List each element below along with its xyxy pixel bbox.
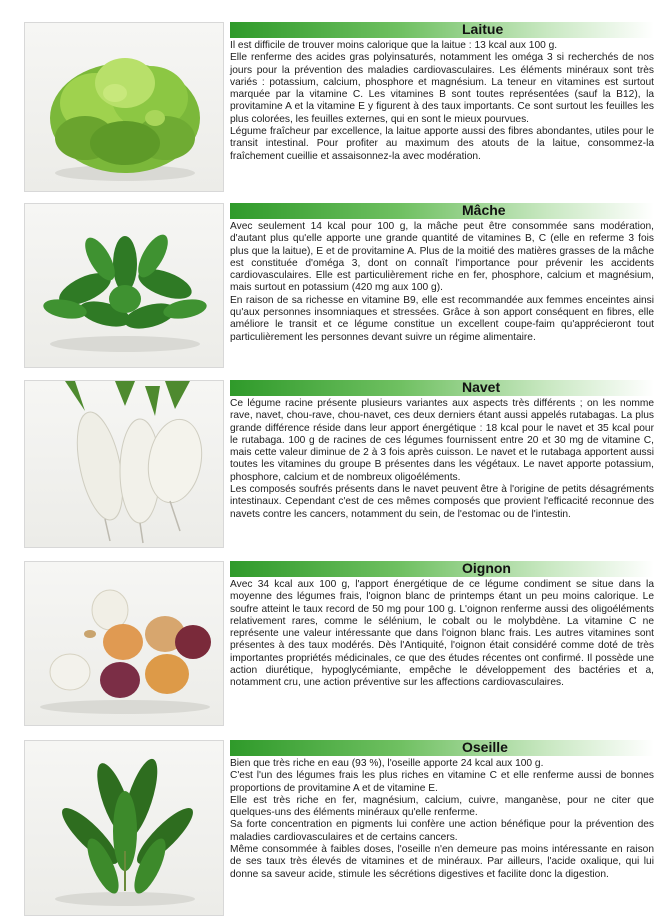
turnip-illustration — [25, 381, 223, 547]
paragraph: Ce légume racine présente plusieurs variantes aux aspects très différents ; on les nomme rave, navet, chou-rave, chou-navet, ces deux derniers étant aussi appelés rutabagas. La plus grande différence réside dans leur apport énergétique : 18 kcal pour le navet et 35 kcal pour le rutabaga. 100 g de racines de ces légumes fournissent entre 20 et 30 mg de vitamine C, mais cette valeur diminue de 2 à 3 fois après cuisson. Le navet et le rutabaga apportent aussi toutes les vitamines du groupe B présentes dans les végétaux. Le navet apporte potassium, phosphore, calcium et de nombreux oligoéléments. — [230, 398, 654, 483]
entry-title: Laitue — [462, 21, 504, 37]
lettuce-photo — [24, 22, 224, 192]
entry-navet — [0, 380, 666, 548]
paragraph: C'est l'un des légumes frais les plus riches en vitamine C et elle renferme aussi de bonnes proportions de provitamine A et de vitamine E. — [230, 770, 654, 794]
entry-title: Oignon — [462, 560, 511, 576]
title-bar — [230, 740, 654, 756]
paragraph: Bien que très riche en eau (93 %), l'oseille apporte 24 kcal aux 100 g. — [230, 758, 544, 769]
entry-body — [230, 221, 654, 344]
lambs-lettuce-photo — [24, 203, 224, 368]
entry-body — [230, 40, 654, 163]
entry-mache — [0, 203, 666, 368]
turnip-photo — [24, 380, 224, 548]
paragraph: Sa forte concentration en pigments lui confère une action bénéfique pour la prévention des maladies cardiovasculaires et de certains cancers. — [230, 819, 654, 843]
paragraph: Les composés soufrés présents dans le navet peuvent être à l'origine de petits désagréments intestinaux. Cependant c'est de ces mêmes composés que provient l'efficacité reconnue des navets contre les cancers, notamment du sein, de l'estomac ou de l'intestin. — [230, 484, 654, 520]
sorrel-photo — [24, 740, 224, 916]
onion-illustration — [25, 562, 223, 725]
entry-oseille — [0, 740, 666, 916]
paragraph: Il est difficile de trouver moins calorique que la laitue : 13 kcal aux 100 g. — [230, 40, 558, 51]
paragraph: Avec 34 kcal aux 100 g, l'apport énergétique de ce légume condiment se situe dans la moyenne des légumes frais, l'oignon blanc de printemps étant un peu moins calorique. Le soufre atteint le taux record de 50 mg pour 100 g. L'oignon renferme aussi des oligoéléments relativement rares, comme le sélénium, le cobalt ou le molybdène. La vitamine C ne représente une valeur intéressante que dans l'oignon blanc frais. Les autres vitamines sont présentes à des taux modérés. Dès l'Antiquité, l'oignon était considéré comme doté de très importantes propriétés médicinales, ce que des études récentes ont confirmé. Il possède une action diurétique, hypoglycémiante, empêche le développement des bactéries et a, notamment cru, une action préventive sur les affections cardiovasculaires. — [230, 579, 654, 689]
title-bar — [230, 561, 654, 577]
title-bar — [230, 380, 654, 396]
lettuce-illustration — [25, 23, 223, 191]
entry-body — [230, 579, 654, 690]
title-bar — [230, 22, 654, 38]
onion-photo — [24, 561, 224, 726]
entry-title: Navet — [462, 379, 501, 395]
title-bar — [230, 203, 654, 219]
paragraph: Elle est très riche en fer, magnésium, calcium, cuivre, manganèse, pour ne citer que quelques-uns des éléments minéraux qu'elle renferme. — [230, 794, 654, 819]
paragraph: Avec seulement 14 kcal pour 100 g, la mâche peut être consommée sans modération, d'autant plus qu'elle apporte une grande quantité de vitamines B, C (elle en referme 3 fois plus que la laitue), E et de provitamine A. Plus de la moitié des matières grasses de la mâche est constituée d'oméga 3, dont on connaît l'importance pour prévenir les accidents cardiovasculaires. Elle est particulièrement riche en fer, phosphore, calcium et magnésium, mais surtout en potassium (420 mg aux 100 g). — [230, 221, 654, 294]
paragraph: En raison de sa richesse en vitamine B9, elle est recommandée aux femmes enceintes ainsi qu'aux personnes insomniaques et stressées. Grâce à son apport conséquent en fibres, elle améliore le transit et ce légume constitue un excellent coupe-faim qu'apprécieront tout particulièrement les personnes devant suivre un régime alimentaire. — [230, 294, 654, 343]
entry-laitue — [0, 22, 666, 192]
lambs-lettuce-illustration — [25, 204, 223, 367]
entry-title: Oseille — [462, 739, 508, 755]
paragraph: Légume fraîcheur par excellence, la laitue apporte aussi des fibres abondantes, utiles pour le transit intestinal. Pour profiter au maximum des atouts de la laitue, consommez-la fraîchement cueillie et assaisonnez-la avec modération. — [230, 126, 654, 162]
entry-title: Mâche — [462, 202, 506, 218]
entry-body — [230, 398, 654, 521]
sorrel-illustration — [25, 741, 223, 915]
entry-body — [230, 758, 654, 881]
paragraph: Elle renferme des acides gras polyinsaturés, notamment les oméga 3 si recherchés de nos jours pour la prévention des maladies cardiovasculaires. Les éléments minéraux sont très variés : potassium, calcium, phosphore et magnésium. La teneur en vitamines est surtout marquée par la vitamine C. Les vitamines B sont toutes représentées (sauf la B12), la provitamine A et la vitamine E y figurent à des taux importants. Ce sont surtout les feuilles les plus colorées, les feuilles externes, qui en sont le mieux pourvues. — [230, 52, 654, 125]
paragraph: Même consommée à faibles doses, l'oseille n'en demeure pas moins intéressante en raison de ses taux très élevés de vitamines et de minéraux. Par ailleurs, l'acide oxalique, qui lui donne sa saveur acide, stimule les sécrétions digestives et facilite donc la digestion. — [230, 844, 654, 880]
entry-oignon — [0, 561, 666, 726]
